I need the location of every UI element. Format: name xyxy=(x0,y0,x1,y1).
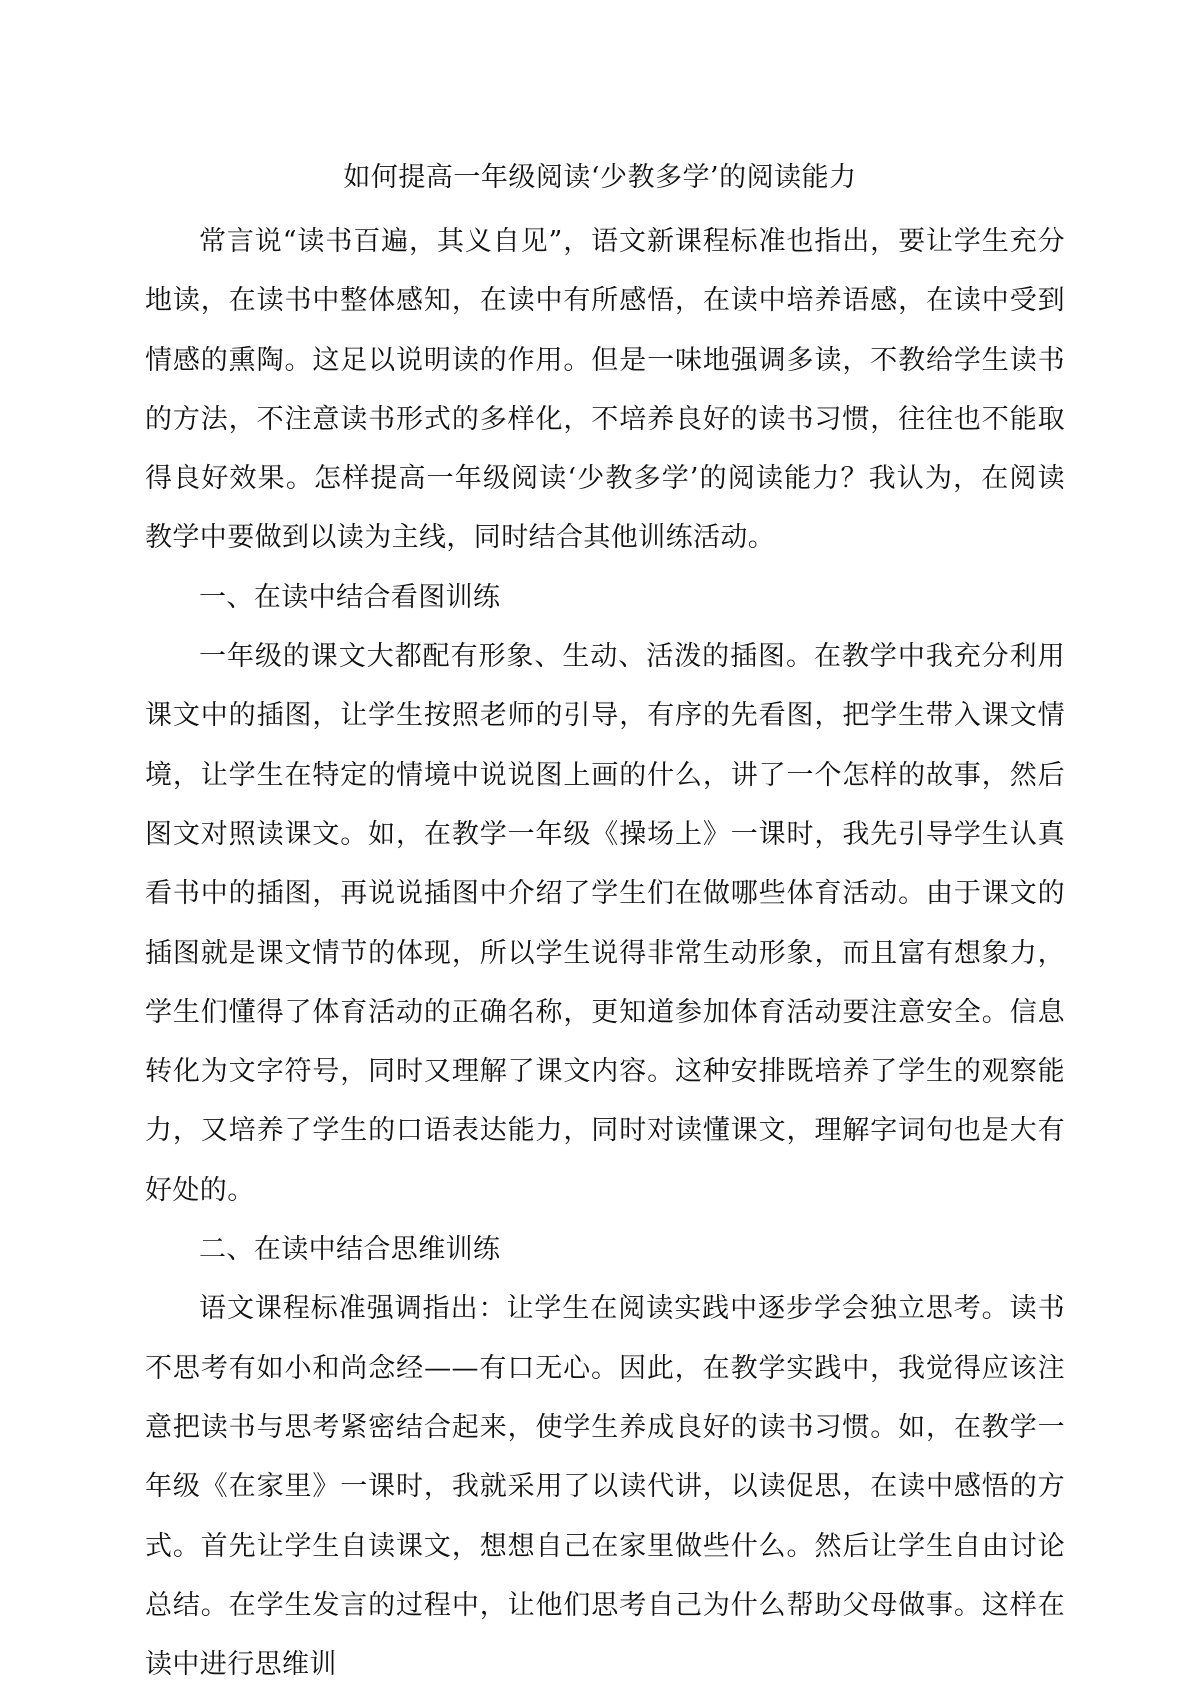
section-1-paragraph: 一年级的课文大都配有形象、生动、活泼的插图。在教学中我充分利用课文中的插图，让学生按照老师的引导，有序的先看图，把学生带入课文情境，让学生在特定的情境中说说图上画的什么，讲了一个怎样的故事，然后图文对照读课文。如，在教学一年级《操场上》一课时，我先引导学生认真看书中的插图，再说说插图中介绍了学生们在做哪些体育活动。由于课文的插图就是课文情节的体现，所以学生说得非常生动形象，而且富有想象力，学生们懂得了体育活动的正确名称，更知道参加体育活动要注意安全。信息转化为文字符号，同时又理解了课文内容。这种安排既培养了学生的观察能力，又培养了学生的口语表达能力，同时对读懂课文，理解字词句也是大有好处的。 xyxy=(145,641,1065,1206)
intro-paragraph: 常言说“读书百遍，其义自见”，语文新课程标准也指出，要让学生充分地读，在读书中整体感知，在读中有所感悟，在读中培养语感，在读中受到情感的熏陶。这足以说明读的作用。但是一味地强调多读，不教给学生读书的方法，不注意读书形式的多样化，不培养良好的读书习惯，往往也不能取得良好效果。怎样提高一年级阅读‘少教多学’的阅读能力？我认为，在阅读教学中要做到以读为主线，同时结合其他训练活动。 xyxy=(145,226,1065,554)
document-title: 如何提高一年级阅读‘少教多学’的阅读能力 xyxy=(343,162,857,193)
section-heading-2: 二、在读中结合思维训练 xyxy=(199,1234,501,1266)
document-body xyxy=(145,212,1065,1694)
section-heading-1: 一、在读中结合看图训练 xyxy=(199,581,501,613)
section-2-paragraph: 语文课程标准强调指出：让学生在阅读实践中逐步学会独立思考。读书不思考有如小和尚念经——有口无心。因此，在教学实践中，我觉得应该注意把读书与思考紧密结合起来，使学生养成良好的读书习惯。如，在教学一年级《在家里》一课时，我就采用了以读代讲，以读促思，在读中感悟的方式。首先让学生自读课文，想想自己在家里做些什么。然后让学生自由讨论总结。在学生发言的过程中，让他们思考自己为什么帮助父母做事。这样在读中进行思维训 xyxy=(145,1293,1065,1681)
